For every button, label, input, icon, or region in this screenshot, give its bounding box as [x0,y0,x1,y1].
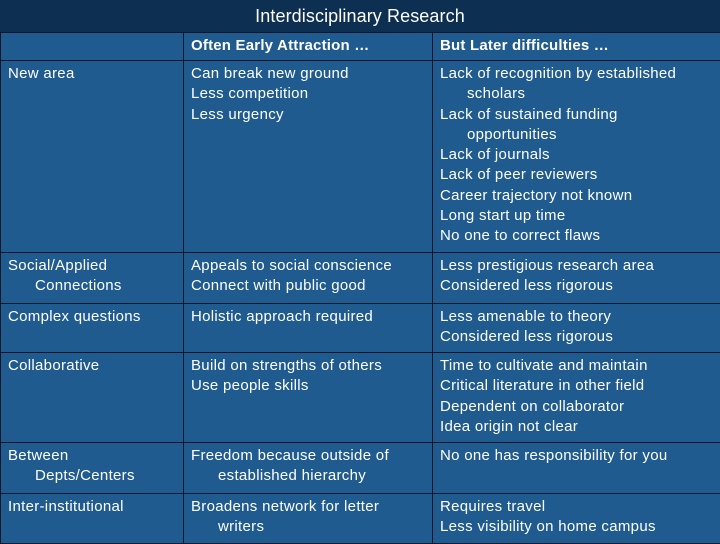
cell-line-continuation: established hierarchy [191,466,426,486]
early-attraction-cell [184,61,433,253]
cell-line-continuation: scholars [440,84,714,104]
early-attraction-cell [184,494,433,544]
cell-line: No one to correct flaws [440,226,714,246]
table-row [1,443,720,494]
cell-line: Lack of recognition by established [440,64,714,84]
row-label-cell [1,61,184,253]
row-label-cell [1,353,184,443]
later-difficulties-cell [433,304,720,353]
row-label-continuation: Connections [8,276,177,296]
row-label-cell [1,494,184,544]
row-label-line: New area [8,64,177,84]
slide-title: Interdisciplinary Research [0,6,720,26]
cell-line: Connect with public good [191,276,426,296]
table-row [1,61,720,253]
row-label-cell [1,253,184,304]
cell-line: Lack of journals [440,145,714,165]
table-row [1,253,720,304]
cell-line: Considered less rigorous [440,327,714,347]
later-difficulties-cell [433,61,720,253]
later-difficulties-cell [433,443,720,494]
cell-line: Freedom because outside of [191,446,426,466]
row-label-line: Inter-institutional [8,497,177,517]
cell-line: Time to cultivate and maintain [440,356,714,376]
row-label-cell [1,443,184,494]
table-row [1,494,720,544]
cell-line: Less competition [191,84,426,104]
cell-line: Dependent on collaborator [440,397,714,417]
cell-line: Idea origin not clear [440,417,714,437]
research-table [0,32,720,544]
cell-line: Less urgency [191,105,426,125]
cell-line: Can break new ground [191,64,426,84]
cell-line: Lack of sustained funding [440,105,714,125]
row-label-line: Collaborative [8,356,177,376]
early-attraction-cell [184,304,433,353]
cell-line-continuation: writers [191,517,426,537]
header-later-difficulties: But Later difficulties … [433,33,720,61]
early-attraction-cell [184,443,433,494]
table-row [1,304,720,353]
later-difficulties-cell [433,253,720,304]
cell-line-continuation: opportunities [440,125,714,145]
cell-line: Broadens network for letter [191,497,426,517]
later-difficulties-cell [433,494,720,544]
cell-line: No one has responsibility for you [440,446,714,466]
cell-line: Requires travel [440,497,714,517]
header-early-attraction: Often Early Attraction … [184,33,433,61]
cell-line: Critical literature in other field [440,376,714,396]
row-label-line: Complex questions [8,307,177,327]
later-difficulties-cell [433,353,720,443]
cell-line: Use people skills [191,376,426,396]
row-label-continuation: Depts/Centers [8,466,177,486]
cell-line: Considered less rigorous [440,276,714,296]
row-label-line: Social/Applied [8,256,177,276]
cell-line: Less visibility on home campus [440,517,714,537]
cell-line: Build on strengths of others [191,356,426,376]
header-row [1,33,720,61]
header-corner-cell [1,33,184,61]
table-row [1,353,720,443]
cell-line: Lack of peer reviewers [440,165,714,185]
early-attraction-cell [184,253,433,304]
row-label-cell [1,304,184,353]
cell-line: Career trajectory not known [440,186,714,206]
cell-line: Less prestigious research area [440,256,714,276]
cell-line: Appeals to social conscience [191,256,426,276]
row-label-line: Between [8,446,177,466]
early-attraction-cell [184,353,433,443]
cell-line: Long start up time [440,206,714,226]
cell-line: Less amenable to theory [440,307,714,327]
cell-line: Holistic approach required [191,307,426,327]
